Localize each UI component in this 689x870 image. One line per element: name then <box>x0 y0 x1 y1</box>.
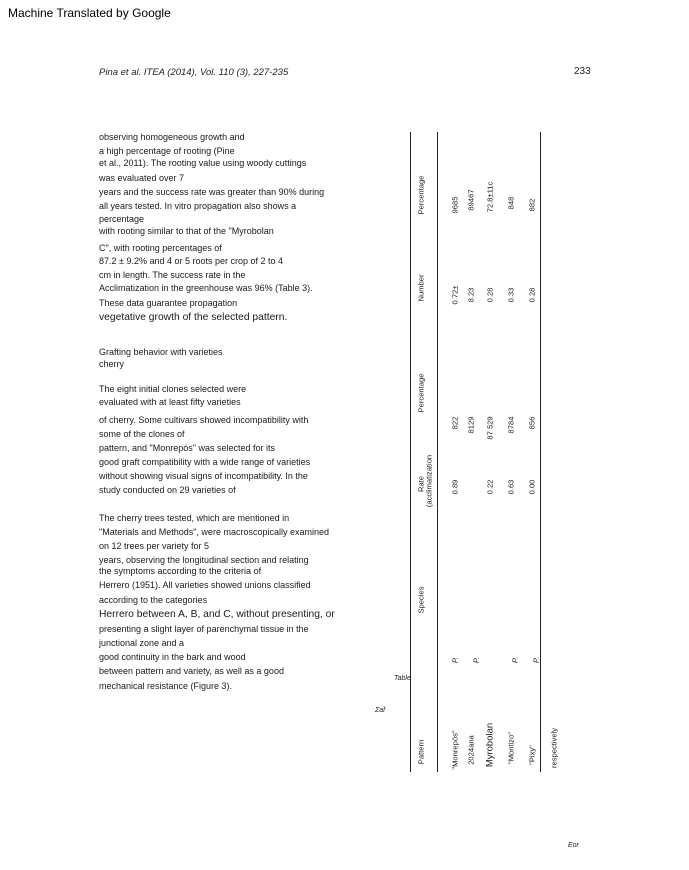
header-percentage-b: Percentage <box>416 175 426 215</box>
cell-percentage-b: 882 <box>527 198 537 212</box>
table-footnote: respectively <box>549 727 559 769</box>
text-line: good continuity in the bark and wood <box>99 652 246 662</box>
cell-pattern: Myrobolan <box>484 722 496 768</box>
cell-species: P. <box>510 656 520 664</box>
text-line: according to the categories <box>99 595 208 605</box>
cell-rate: 0.00 <box>527 479 537 495</box>
text-line: on 12 trees per variety for 5 <box>99 541 210 551</box>
text-line: "Materials and Methods", were macroscopically examined <box>99 527 329 537</box>
cell-percentage-b: 89467 <box>466 189 476 211</box>
cell-percentage-b: 9685 <box>450 196 460 214</box>
cell-number: 0.33 <box>506 287 516 303</box>
text-line: years, observing the longitudinal section and relating <box>99 555 309 565</box>
cell-percentage-a: 856 <box>527 416 537 430</box>
text-line: of cherry. Some cultivars showed incompatibility with <box>99 415 309 425</box>
cell-percentage-a: 8784 <box>506 416 516 434</box>
text-line: years and the success rate was greater than 90% during <box>99 187 325 197</box>
text-line: pattern, and "Monrepós" was selected for its <box>99 443 275 453</box>
text-line: evaluated with at least fifty varieties <box>99 397 241 407</box>
header-percentage-a: Percentage <box>416 373 426 413</box>
cell-pattern: "Monrepós" <box>450 730 460 770</box>
table-footer-label: Eor <box>568 842 579 849</box>
table-side-label: Σaf <box>375 707 386 714</box>
text-line: Herrero between A, B, and C, without presenting, or <box>99 609 335 620</box>
text-line: C", with rooting percentages of <box>99 243 222 253</box>
header-rate-sub: (acclimatization <box>424 454 434 508</box>
text-line: study conducted on 29 varieties of <box>99 485 236 495</box>
header-pattern: Pattern <box>416 739 426 765</box>
cell-pattern: "Pixy" <box>527 745 537 765</box>
running-head: Pina et al. ITEA (2014), Vol. 110 (3), 227-235 <box>99 67 289 78</box>
text-line: presenting a slight layer of parenchymal tissue in the <box>99 624 309 634</box>
section-heading: cherry <box>99 359 125 369</box>
cell-percentage-a: 822 <box>450 416 460 430</box>
text-line: was evaluated over 7 <box>99 173 185 183</box>
machine-translation-banner: Machine Translated by Google <box>8 6 171 20</box>
text-line: all years tested. In vitro propagation also shows a <box>99 201 297 211</box>
text-line: good graft compatibility with a wide range of varieties <box>99 457 311 467</box>
header-number: Number <box>416 274 426 302</box>
text-line: the symptoms according to the criteria of <box>99 566 262 576</box>
text-line: percentage <box>99 214 145 224</box>
cell-percentage-b: 848 <box>506 196 516 210</box>
cell-rate: 0.89 <box>450 479 460 495</box>
table-rule-right <box>540 132 541 772</box>
cell-species: P. <box>471 656 481 664</box>
text-line: These data guarantee propagation <box>99 298 238 308</box>
text-line: Acclimatization in the greenhouse was 96% (Table 3). <box>99 283 313 293</box>
text-line: junctional zone and a <box>99 638 185 648</box>
text-line: with rooting similar to that of the "Myrobolan <box>99 226 274 236</box>
cell-species: P. <box>450 656 460 664</box>
table-caption: Table <box>394 675 411 682</box>
cell-rate: 0.63 <box>506 479 516 495</box>
header-species: Species <box>416 586 426 614</box>
cell-pattern: "Montizo" <box>506 732 516 764</box>
text-line: between pattern and variety, as well as a good <box>99 666 284 676</box>
cell-number: 8.23 <box>466 287 476 303</box>
text-line: cm in length. The success rate in the <box>99 270 246 280</box>
text-line: mechanical resistance (Figure 3). <box>99 681 233 691</box>
cell-number: 0.28 <box>485 287 495 303</box>
text-line: without showing visual signs of incompatibility. In the <box>99 471 308 481</box>
text-line: The cherry trees tested, which are mentioned in <box>99 513 290 523</box>
cell-rate: 0.22 <box>485 479 495 495</box>
header-rate: Rate <box>416 475 426 493</box>
cell-species: P. <box>531 656 541 664</box>
section-heading: Grafting behavior with varieties <box>99 347 223 357</box>
text-line: a high percentage of rooting (Pine <box>99 146 235 156</box>
cell-pattern: 2024ana <box>466 735 476 765</box>
text-line: et al., 2011). The rooting value using woody cuttings <box>99 158 307 168</box>
text-line: vegetative growth of the selected pattern. <box>99 312 288 323</box>
cell-percentage-a: 87 529 <box>485 416 495 440</box>
cell-number: 0.28 <box>527 287 537 303</box>
page-number: 233 <box>574 66 591 77</box>
text-line: observing homogeneous growth and <box>99 132 245 142</box>
text-line: 87.2 ± 9.2% and 4 or 5 roots per crop of 2 to 4 <box>99 256 284 266</box>
cell-percentage-a: 8129 <box>466 416 476 434</box>
text-line: some of the clones of <box>99 429 185 439</box>
cell-number: 0.72± <box>450 285 460 305</box>
cell-percentage-b: 72.8±11c <box>485 181 495 213</box>
table-rule-header <box>437 132 438 772</box>
text-line: The eight initial clones selected were <box>99 384 247 394</box>
text-line: Herrero (1951). All varieties showed unions classified <box>99 580 311 590</box>
